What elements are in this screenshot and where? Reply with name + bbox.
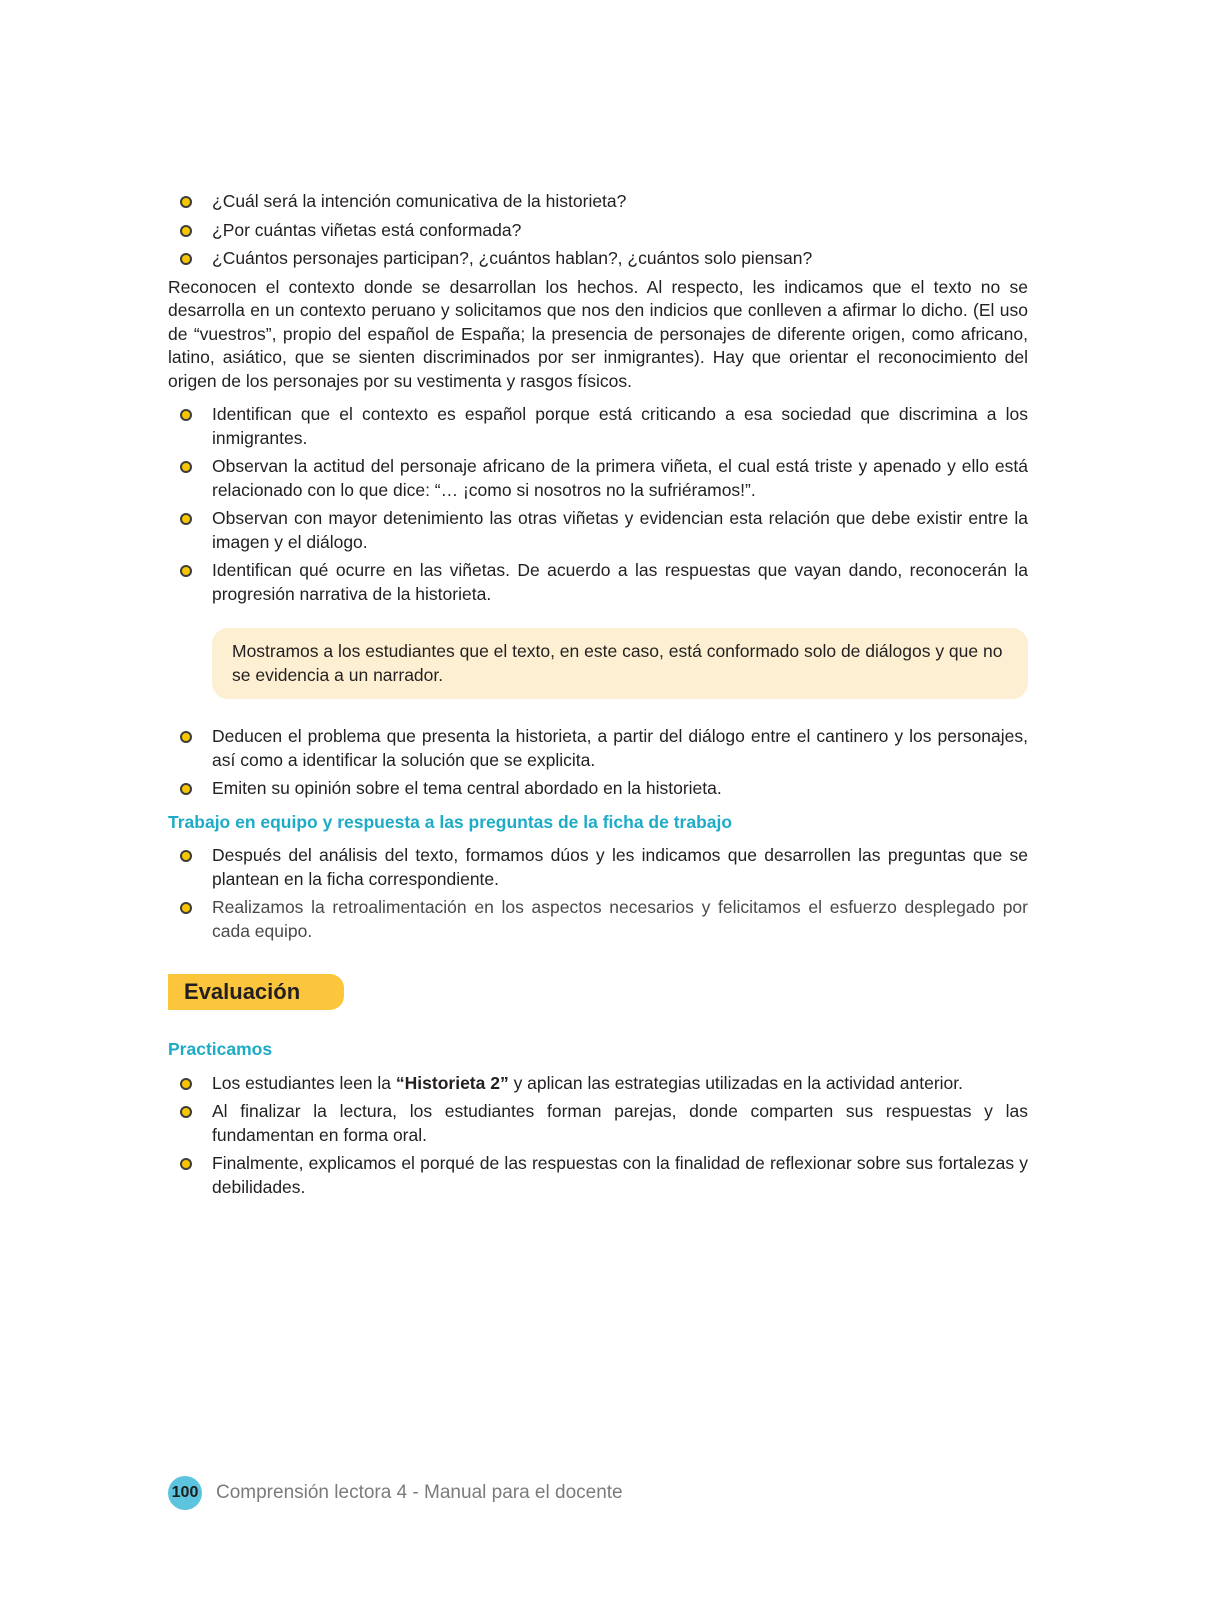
observation-list bbox=[168, 403, 1028, 606]
circle-bullet-icon bbox=[180, 409, 192, 421]
question-list bbox=[168, 190, 1028, 271]
note-box bbox=[212, 628, 1028, 699]
list-item: Deducen el problema que presenta la historieta, a partir del diálogo entre el cantinero y los personajes, así como a identificar la solución que se explicita. bbox=[168, 725, 1028, 772]
note-text: Mostramos a los estudiantes que el texto, en este caso, está conformado solo de diálogos y que no se evidencia a un narrador. bbox=[232, 641, 1003, 685]
list-item: Realizamos la retroalimentación en los aspectos necesarios y felicitamos el esfuerzo desplegado por cada equipo. bbox=[168, 896, 1028, 943]
list-item: Finalmente, explicamos el porqué de las respuestas con la finalidad de reflexionar sobre sus fortalezas y debilidades. bbox=[168, 1152, 1028, 1199]
section-heading-team: Trabajo en equipo y respuesta a las preguntas de la ficha de trabajo bbox=[168, 811, 733, 832]
evaluation-tab: Evaluación bbox=[168, 974, 344, 1010]
circle-bullet-icon bbox=[180, 902, 192, 914]
list-item: ¿Cuántos personajes participan?, ¿cuántos hablan?, ¿cuántos solo piensan? bbox=[168, 247, 1028, 271]
list-item: Al finalizar la lectura, los estudiantes forman parejas, donde comparten sus respuestas y las fundamentan en forma oral. bbox=[168, 1100, 1028, 1147]
section-heading-practice: Practicamos bbox=[168, 1039, 273, 1059]
circle-bullet-icon bbox=[180, 731, 192, 743]
circle-bullet-icon bbox=[180, 461, 192, 473]
list-item: Observan la actitud del personaje africano de la primera viñeta, el cual está triste y apenado y ello está relacionado con lo que dice: “… ¡como si nosotros no la sufriéramos!”. bbox=[168, 455, 1028, 502]
page-number-badge: 100 bbox=[168, 1476, 202, 1510]
circle-bullet-icon bbox=[180, 1158, 192, 1170]
list-item: ¿Por cuántas viñetas está conformada? bbox=[168, 219, 1028, 243]
context-paragraph: Reconocen el contexto donde se desarrollan los hechos. Al respecto, les indicamos que el texto no se desarrolla en un contexto peruano y solicitamos que nos den indicios que conlleven a afirmar lo dicho. (El uso de “vuestros”, propio del español de España; la presencia de personajes de diferente origen, como africano, latino, asiático, que se sienten discriminados por ser inmigrantes). Hay que orientar el reconocimiento del origen de los personajes por su vestimenta y rasgos físicos. bbox=[168, 276, 1028, 391]
circle-bullet-icon bbox=[180, 783, 192, 795]
list-item: ¿Cuál será la intención comunicativa de la historieta? bbox=[168, 190, 1028, 214]
circle-bullet-icon bbox=[180, 1078, 192, 1090]
deduction-list bbox=[168, 725, 1028, 801]
circle-bullet-icon bbox=[180, 565, 192, 577]
page-content bbox=[168, 190, 1028, 1204]
list-item: Después del análisis del texto, formamos dúos y les indicamos que desarrollen las preguntas que se plantean en la ficha correspondiente. bbox=[168, 844, 1028, 891]
circle-bullet-icon bbox=[180, 253, 192, 265]
circle-bullet-icon bbox=[180, 225, 192, 237]
practice-list bbox=[168, 1072, 1028, 1200]
list-item: Los estudiantes leen la “Historieta 2” y aplican las estrategias utilizadas en la actividad anterior. bbox=[168, 1072, 1028, 1096]
circle-bullet-icon bbox=[180, 196, 192, 208]
list-item: Emiten su opinión sobre el tema central abordado en la historieta. bbox=[168, 777, 1028, 801]
list-item: Observan con mayor detenimiento las otras viñetas y evidencian esta relación que debe existir entre la imagen y el diálogo. bbox=[168, 507, 1028, 554]
list-item: Identifican que el contexto es español porque está criticando a esa sociedad que discrimina a los inmigrantes. bbox=[168, 403, 1028, 450]
team-list bbox=[168, 844, 1028, 943]
circle-bullet-icon bbox=[180, 513, 192, 525]
list-item: Identifican qué ocurre en las viñetas. De acuerdo a las respuestas que vayan dando, reconocerán la progresión narrativa de la historieta. bbox=[168, 559, 1028, 606]
footer-title: Comprensión lectora 4 - Manual para el docente bbox=[216, 1482, 623, 1503]
page-footer bbox=[168, 1476, 623, 1510]
circle-bullet-icon bbox=[180, 850, 192, 862]
circle-bullet-icon bbox=[180, 1106, 192, 1118]
